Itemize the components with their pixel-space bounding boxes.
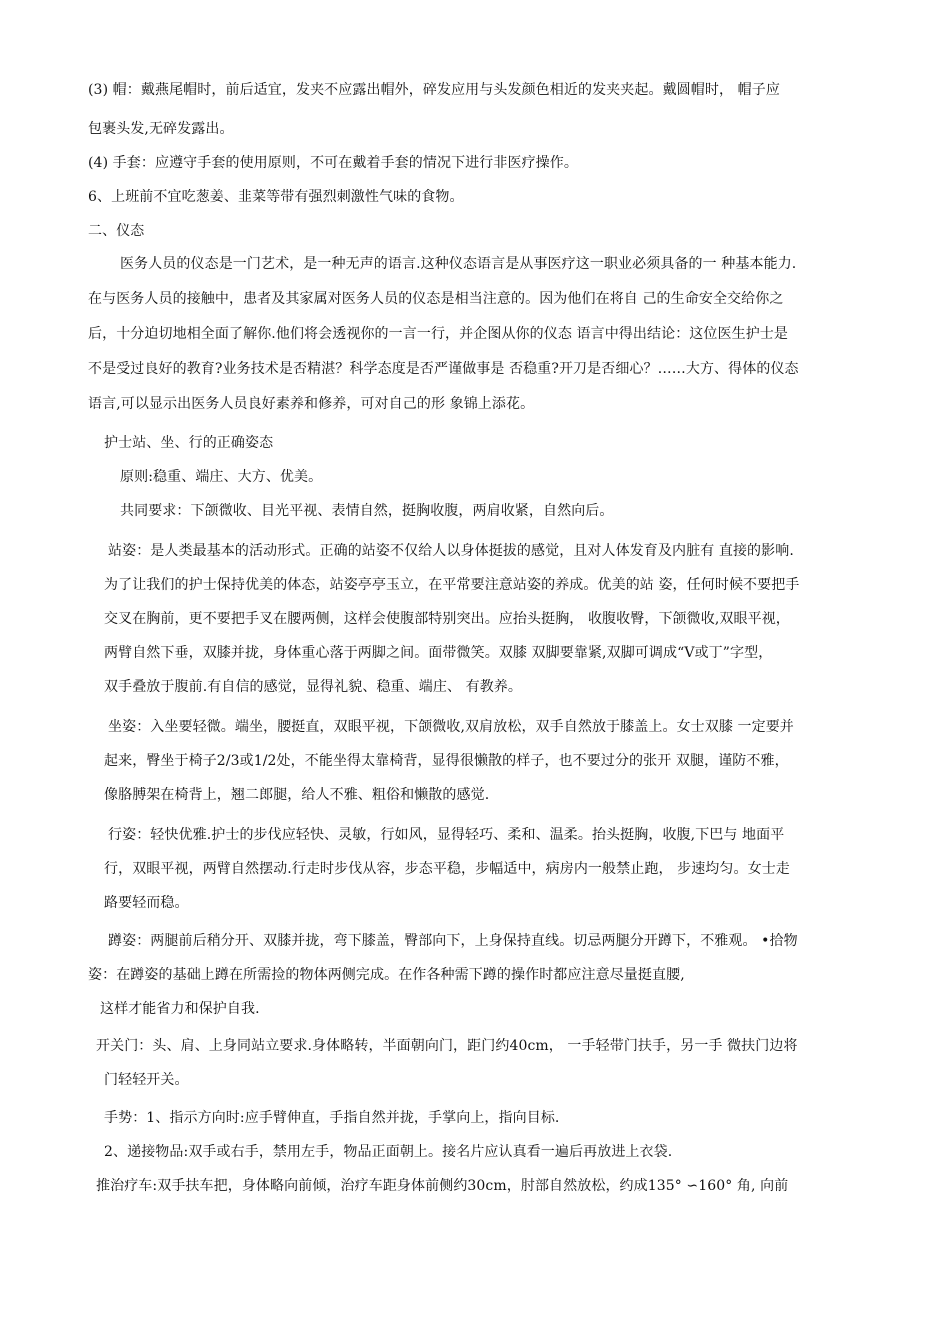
- text-line: 后，十分迫切地相全面了解你.他们将会透视你的一言一行，并企图从你的仪态 语言中得出结论：这位医生护士是: [88, 326, 788, 342]
- text-line: 医务人员的仪态是一门艺术，是一种无声的语言.这种仪态语言是从事医疗这一职业必须具备的一 种基本能力.: [120, 256, 797, 272]
- text-line: 这样才能省力和保护自我.: [100, 1001, 260, 1017]
- section-heading: 二、仪态: [88, 223, 145, 239]
- text-line: 不是受过良好的教育?业务技术是否精湛？科学态度是否严谨做事是 否稳重?开刀是否细心？……大方、得体的仪态: [88, 361, 799, 377]
- text-line: 开关门：头、肩、上身同站立要求.身体略转，半面朝向门，距门约40cm， 一手轻带门扶手，另一手 微扶门边将: [96, 1038, 798, 1054]
- text-line: 站姿：是人类最基本的活动形式。正确的站姿不仅给人以身体挺拔的感觉，且对人体发育及内脏有 直接的影响.: [108, 543, 794, 559]
- text-line: 姿：在蹲姿的基础上蹲在所需捡的物体两侧完成。在作各种需下蹲的操作时都应注意尽量挺直腰,: [88, 967, 685, 983]
- text-line: 推治疗车:双手扶车把，身体略向前倾，治疗车距身体前侧约30cm，肘部自然放松，约成135° ∽160° 角, 向前: [96, 1178, 789, 1194]
- text-line: 语言,可以显示出医务人员良好素养和修养，可对自己的形 象锦上添花。: [88, 396, 535, 412]
- text-line: (3) 帽：戴燕尾帽时，前后适宜，发夹不应露出帽外，碎发应用与头发颜色相近的发夹夹起。戴圆帽时， 帽子应: [88, 82, 780, 98]
- text-line: 双手叠放于腹前.有自信的感觉，显得礼貌、稳重、端庄、 有教养。: [104, 679, 522, 695]
- text-line: 蹲姿：两腿前后稍分开、双膝并拢，弯下膝盖，臀部向下，上身保持直线。切忌两腿分开蹲下，不雅观。 •拾物: [108, 933, 798, 949]
- text-line: 在与医务人员的接触中，患者及其家属对医务人员的仪态是相当注意的。因为他们在将自 己的生命安全交给你之: [88, 291, 784, 307]
- text-line: 为了让我们的护士保持优美的体态，站姿亭亭玉立，在平常要注意站姿的养成。优美的站 姿，任何时候不要把手: [104, 577, 800, 593]
- text-line: 原则:稳重、端庄、大方、优美。: [120, 469, 323, 485]
- text-line: 行姿：轻快优雅.护士的步伐应轻快、灵敏，行如风，显得轻巧、柔和、温柔。抬头挺胸，收腹,下巴与 地面平: [108, 827, 785, 843]
- text-line: 手势：1、指示方向时:应手臂伸直，手指自然并拢，手掌向上，指向目标.: [104, 1110, 560, 1126]
- text-line: 路要轻而稳。: [104, 895, 189, 911]
- subsection-heading: 护士站、坐、行的正确姿态: [104, 435, 274, 451]
- text-line: 6、上班前不宜吃葱姜、韭菜等带有强烈刺激性气味的食物。: [88, 189, 464, 205]
- text-line: 包裹头发,无碎发露出。: [88, 121, 234, 137]
- text-line: 坐姿：入坐要轻微。端坐，腰挺直，双眼平视，下颌微收,双肩放松，双手自然放于膝盖上。女士双膝 一定要并: [108, 719, 794, 735]
- text-line: 交叉在胸前，更不要把手叉在腰两侧，这样会使腹部特别突出。应抬头挺胸， 收腹收臀，下颌微收,双眼平视，: [104, 611, 790, 627]
- text-line: 门轻轻开关。: [104, 1072, 189, 1088]
- text-line: 2、递接物品:双手或右手，禁用左手，物品正面朝上。接名片应认真看一遍后再放进上衣袋.: [104, 1144, 673, 1160]
- text-line: 像胳膊架在椅背上，翘二郎腿，给人不雅、粗俗和懒散的感觉.: [104, 787, 490, 803]
- text-line: 起来，臀坐于椅子2/3或1/2处，不能坐得太靠椅背，显得很懒散的样子，也不要过分的张开 双腿，谨防不雅，: [104, 753, 789, 769]
- text-line: 行，双眼平视，两臂自然摆动.行走时步伐从容，步态平稳，步幅适中，病房内一般禁止跑， 步速均匀。女士走: [104, 861, 790, 877]
- text-line: (4) 手套：应遵守手套的使用原则，不可在戴着手套的情况下进行非医疗操作。: [88, 155, 578, 171]
- text-line: 共同要求：下颌微收、目光平视、表情自然，挺胸收腹，两肩收紧，自然向后。: [120, 503, 614, 519]
- text-line: 两臂自然下垂，双膝并拢，身体重心落于两脚之间。面带微笑。双膝 双脚要靠紧,双脚可调成“V或丁”字型，: [104, 645, 773, 661]
